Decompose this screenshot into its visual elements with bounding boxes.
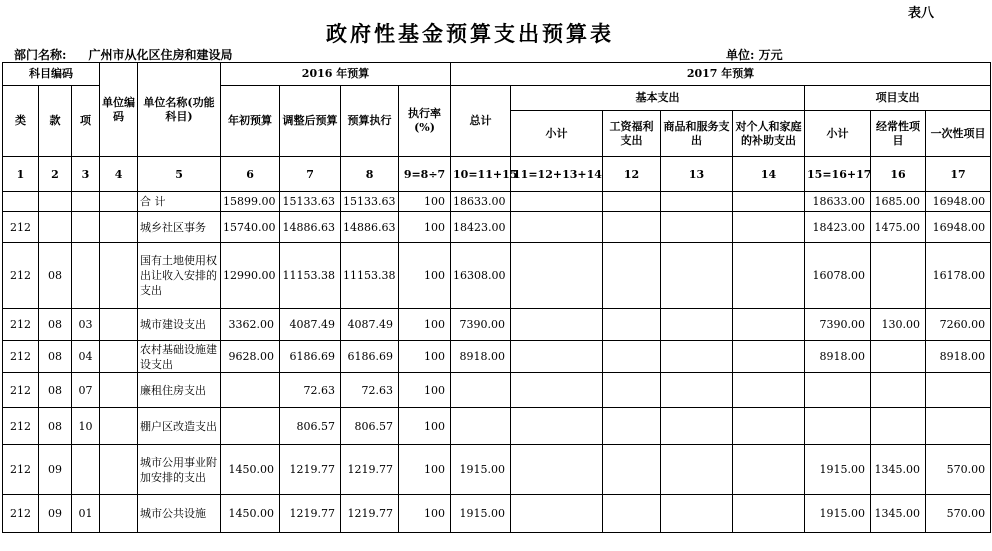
table-row bbox=[3, 373, 991, 408]
cell-basic-subtotal bbox=[511, 495, 603, 533]
column-number-row bbox=[3, 157, 991, 192]
cell-execution: 6186.69 bbox=[341, 341, 399, 373]
cell-regular: 1475.00 bbox=[871, 212, 926, 243]
header-goods-services: 商品和服务支出 bbox=[661, 111, 733, 157]
cell-one-time: 16948.00 bbox=[926, 192, 991, 212]
cell-proj-subtotal: 18633.00 bbox=[805, 192, 871, 212]
column-number-cell: 2 bbox=[39, 157, 72, 192]
cell-xiang bbox=[72, 212, 100, 243]
cell-goods bbox=[661, 192, 733, 212]
cell-kuan bbox=[39, 212, 72, 243]
cell-unit-code bbox=[100, 192, 138, 212]
cell-rate: 100 bbox=[399, 408, 451, 445]
cell-proj-subtotal: 8918.00 bbox=[805, 341, 871, 373]
column-number-cell: 7 bbox=[280, 157, 341, 192]
cell-initial: 1450.00 bbox=[221, 445, 280, 495]
cell-wage bbox=[603, 408, 661, 445]
cell-execution: 1219.77 bbox=[341, 495, 399, 533]
cell-rate: 100 bbox=[399, 341, 451, 373]
cell-total bbox=[451, 408, 511, 445]
department-name: 广州市从化区住房和建设局 bbox=[88, 48, 233, 62]
department-label: 部门名称: bbox=[14, 48, 67, 62]
cell-one-time: 7260.00 bbox=[926, 309, 991, 341]
cell-proj-subtotal: 1915.00 bbox=[805, 495, 871, 533]
cell-execution: 4087.49 bbox=[341, 309, 399, 341]
cell-proj-subtotal bbox=[805, 373, 871, 408]
header-kuan: 款 bbox=[39, 86, 72, 157]
cell-adjusted: 15133.63 bbox=[280, 192, 341, 212]
cell-execution: 1219.77 bbox=[341, 445, 399, 495]
cell-wage bbox=[603, 341, 661, 373]
cell-basic-subtotal bbox=[511, 408, 603, 445]
cell-kuan: 08 bbox=[39, 309, 72, 341]
cell-proj-subtotal: 7390.00 bbox=[805, 309, 871, 341]
cell-xiang bbox=[72, 243, 100, 309]
table-header bbox=[3, 63, 991, 157]
cell-kuan bbox=[39, 192, 72, 212]
column-number-cell: 8 bbox=[341, 157, 399, 192]
table-row bbox=[3, 495, 991, 533]
cell-goods bbox=[661, 408, 733, 445]
cell-name: 城市公用事业附加安排的支出 bbox=[138, 445, 221, 495]
cell-name: 农村基础设施建设支出 bbox=[138, 341, 221, 373]
page-label: 表八 bbox=[907, 6, 934, 21]
cell-total: 18633.00 bbox=[451, 192, 511, 212]
cell-unit-code bbox=[100, 495, 138, 533]
cell-unit-code bbox=[100, 341, 138, 373]
cell-initial bbox=[221, 373, 280, 408]
cell-unit-code bbox=[100, 212, 138, 243]
header-basic-expenditure: 基本支出 bbox=[511, 86, 805, 111]
cell-lei: 212 bbox=[3, 212, 39, 243]
cell-lei: 212 bbox=[3, 243, 39, 309]
table-body bbox=[3, 192, 991, 533]
cell-goods bbox=[661, 495, 733, 533]
cell-kuan: 08 bbox=[39, 341, 72, 373]
cell-execution: 14886.63 bbox=[341, 212, 399, 243]
cell-personal bbox=[733, 243, 805, 309]
cell-proj-subtotal: 16078.00 bbox=[805, 243, 871, 309]
cell-adjusted: 72.63 bbox=[280, 373, 341, 408]
cell-goods bbox=[661, 341, 733, 373]
cell-regular: 1345.00 bbox=[871, 495, 926, 533]
department-line bbox=[14, 46, 254, 63]
column-number-cell: 13 bbox=[661, 157, 733, 192]
header-adjusted-budget: 调整后预算 bbox=[280, 86, 341, 157]
cell-proj-subtotal: 18423.00 bbox=[805, 212, 871, 243]
header-budget-execution: 预算执行 bbox=[341, 86, 399, 157]
cell-rate: 100 bbox=[399, 495, 451, 533]
cell-regular: 1345.00 bbox=[871, 445, 926, 495]
cell-execution: 15133.63 bbox=[341, 192, 399, 212]
header-basic-subtotal: 小计 bbox=[511, 111, 603, 157]
cell-name: 合 计 bbox=[138, 192, 221, 212]
cell-adjusted: 1219.77 bbox=[280, 495, 341, 533]
cell-rate: 100 bbox=[399, 192, 451, 212]
table-row bbox=[3, 408, 991, 445]
cell-adjusted: 6186.69 bbox=[280, 341, 341, 373]
cell-xiang bbox=[72, 192, 100, 212]
column-number-cell: 11=12+13+14 bbox=[511, 157, 603, 192]
column-number-cell: 15=16+17 bbox=[805, 157, 871, 192]
cell-basic-subtotal bbox=[511, 373, 603, 408]
cell-total: 7390.00 bbox=[451, 309, 511, 341]
cell-rate: 100 bbox=[399, 373, 451, 408]
column-number-cell: 12 bbox=[603, 157, 661, 192]
cell-lei: 212 bbox=[3, 408, 39, 445]
cell-initial bbox=[221, 408, 280, 445]
header-project-expenditure: 项目支出 bbox=[805, 86, 991, 111]
header-one-time-project: 一次性项目 bbox=[926, 111, 991, 157]
cell-wage bbox=[603, 373, 661, 408]
cell-wage bbox=[603, 309, 661, 341]
unit-label: 单位: 万元 bbox=[726, 48, 783, 62]
cell-one-time: 8918.00 bbox=[926, 341, 991, 373]
cell-name: 城市建设支出 bbox=[138, 309, 221, 341]
cell-xiang bbox=[72, 445, 100, 495]
cell-unit-code bbox=[100, 408, 138, 445]
cell-kuan: 08 bbox=[39, 373, 72, 408]
cell-total: 16308.00 bbox=[451, 243, 511, 309]
cell-personal bbox=[733, 192, 805, 212]
cell-basic-subtotal bbox=[511, 445, 603, 495]
table-row bbox=[3, 192, 991, 212]
column-number-cell: 4 bbox=[100, 157, 138, 192]
cell-initial: 3362.00 bbox=[221, 309, 280, 341]
cell-one-time: 16178.00 bbox=[926, 243, 991, 309]
cell-unit-code bbox=[100, 309, 138, 341]
cell-adjusted: 4087.49 bbox=[280, 309, 341, 341]
cell-goods bbox=[661, 243, 733, 309]
header-personal-subsidy: 对个人和家庭的补助支出 bbox=[733, 111, 805, 157]
cell-wage bbox=[603, 243, 661, 309]
cell-one-time bbox=[926, 408, 991, 445]
cell-one-time: 570.00 bbox=[926, 495, 991, 533]
table-row bbox=[3, 212, 991, 243]
cell-regular bbox=[871, 373, 926, 408]
cell-xiang: 07 bbox=[72, 373, 100, 408]
cell-lei bbox=[3, 192, 39, 212]
cell-xiang: 03 bbox=[72, 309, 100, 341]
cell-kuan: 09 bbox=[39, 445, 72, 495]
cell-total: 8918.00 bbox=[451, 341, 511, 373]
cell-rate: 100 bbox=[399, 309, 451, 341]
cell-basic-subtotal bbox=[511, 192, 603, 212]
cell-initial: 9628.00 bbox=[221, 341, 280, 373]
cell-kuan: 08 bbox=[39, 408, 72, 445]
page-title: 政府性基金预算支出预算表 bbox=[326, 21, 614, 46]
cell-regular bbox=[871, 408, 926, 445]
cell-name: 棚户区改造支出 bbox=[138, 408, 221, 445]
cell-xiang: 01 bbox=[72, 495, 100, 533]
column-number-cell: 5 bbox=[138, 157, 221, 192]
cell-name: 城市公共设施 bbox=[138, 495, 221, 533]
cell-lei: 212 bbox=[3, 495, 39, 533]
column-number-row bbox=[3, 157, 991, 192]
cell-personal bbox=[733, 495, 805, 533]
cell-kuan: 08 bbox=[39, 243, 72, 309]
cell-adjusted: 14886.63 bbox=[280, 212, 341, 243]
header-xiang: 项 bbox=[72, 86, 100, 157]
cell-unit-code bbox=[100, 243, 138, 309]
cell-wage bbox=[603, 212, 661, 243]
cell-personal bbox=[733, 309, 805, 341]
header-project-subtotal: 小计 bbox=[805, 111, 871, 157]
cell-wage bbox=[603, 445, 661, 495]
cell-xiang: 04 bbox=[72, 341, 100, 373]
cell-initial: 15740.00 bbox=[221, 212, 280, 243]
cell-proj-subtotal bbox=[805, 408, 871, 445]
cell-one-time bbox=[926, 373, 991, 408]
budget-table bbox=[2, 62, 991, 533]
cell-lei: 212 bbox=[3, 309, 39, 341]
cell-goods bbox=[661, 445, 733, 495]
cell-execution: 72.63 bbox=[341, 373, 399, 408]
cell-initial: 12990.00 bbox=[221, 243, 280, 309]
cell-basic-subtotal bbox=[511, 212, 603, 243]
cell-regular: 1685.00 bbox=[871, 192, 926, 212]
cell-lei: 212 bbox=[3, 445, 39, 495]
cell-unit-code bbox=[100, 373, 138, 408]
header-regular-project: 经常性项目 bbox=[871, 111, 926, 157]
header-subject-code: 科目编码 bbox=[3, 63, 100, 86]
cell-initial: 15899.00 bbox=[221, 192, 280, 212]
header-lei: 类 bbox=[3, 86, 39, 157]
header-budget-2016: 2016 年预算 bbox=[221, 63, 451, 86]
cell-personal bbox=[733, 212, 805, 243]
column-number-cell: 17 bbox=[926, 157, 991, 192]
header-budget-2017: 2017 年预算 bbox=[451, 63, 991, 86]
column-number-cell: 14 bbox=[733, 157, 805, 192]
cell-lei: 212 bbox=[3, 373, 39, 408]
cell-regular: 130.00 bbox=[871, 309, 926, 341]
column-number-cell: 1 bbox=[3, 157, 39, 192]
header-unit-code: 单位编码 bbox=[100, 63, 138, 157]
cell-execution: 11153.38 bbox=[341, 243, 399, 309]
cell-execution: 806.57 bbox=[341, 408, 399, 445]
cell-rate: 100 bbox=[399, 243, 451, 309]
header-unit-name: 单位名称(功能科目) bbox=[138, 63, 221, 157]
cell-adjusted: 806.57 bbox=[280, 408, 341, 445]
cell-total: 1915.00 bbox=[451, 495, 511, 533]
column-number-cell: 3 bbox=[72, 157, 100, 192]
table-row bbox=[3, 445, 991, 495]
header-execution-rate: 执行率(%) bbox=[399, 86, 451, 157]
cell-personal bbox=[733, 445, 805, 495]
cell-lei: 212 bbox=[3, 341, 39, 373]
header-total: 总计 bbox=[451, 86, 511, 157]
cell-rate: 100 bbox=[399, 445, 451, 495]
cell-basic-subtotal bbox=[511, 243, 603, 309]
cell-regular bbox=[871, 243, 926, 309]
cell-one-time: 16948.00 bbox=[926, 212, 991, 243]
table-row bbox=[3, 309, 991, 341]
cell-basic-subtotal bbox=[511, 341, 603, 373]
cell-adjusted: 11153.38 bbox=[280, 243, 341, 309]
cell-unit-code bbox=[100, 445, 138, 495]
cell-personal bbox=[733, 373, 805, 408]
cell-kuan: 09 bbox=[39, 495, 72, 533]
cell-wage bbox=[603, 192, 661, 212]
cell-rate: 100 bbox=[399, 212, 451, 243]
cell-goods bbox=[661, 309, 733, 341]
cell-name: 廉租住房支出 bbox=[138, 373, 221, 408]
column-number-cell: 6 bbox=[221, 157, 280, 192]
header-initial-budget: 年初预算 bbox=[221, 86, 280, 157]
table-row bbox=[3, 341, 991, 373]
cell-goods bbox=[661, 373, 733, 408]
cell-proj-subtotal: 1915.00 bbox=[805, 445, 871, 495]
column-number-cell: 16 bbox=[871, 157, 926, 192]
cell-one-time: 570.00 bbox=[926, 445, 991, 495]
cell-personal bbox=[733, 341, 805, 373]
cell-basic-subtotal bbox=[511, 309, 603, 341]
cell-total bbox=[451, 373, 511, 408]
cell-total: 1915.00 bbox=[451, 445, 511, 495]
cell-goods bbox=[661, 212, 733, 243]
column-number-cell: 10=11+15 bbox=[451, 157, 511, 192]
cell-xiang: 10 bbox=[72, 408, 100, 445]
cell-adjusted: 1219.77 bbox=[280, 445, 341, 495]
table-row bbox=[3, 243, 991, 309]
column-number-cell: 9=8÷7 bbox=[399, 157, 451, 192]
header-wage-welfare: 工资福利支出 bbox=[603, 111, 661, 157]
cell-initial: 1450.00 bbox=[221, 495, 280, 533]
cell-personal bbox=[733, 408, 805, 445]
cell-wage bbox=[603, 495, 661, 533]
cell-regular bbox=[871, 341, 926, 373]
cell-total: 18423.00 bbox=[451, 212, 511, 243]
cell-name: 国有土地使用权出让收入安排的支出 bbox=[138, 243, 221, 309]
cell-name: 城乡社区事务 bbox=[138, 212, 221, 243]
